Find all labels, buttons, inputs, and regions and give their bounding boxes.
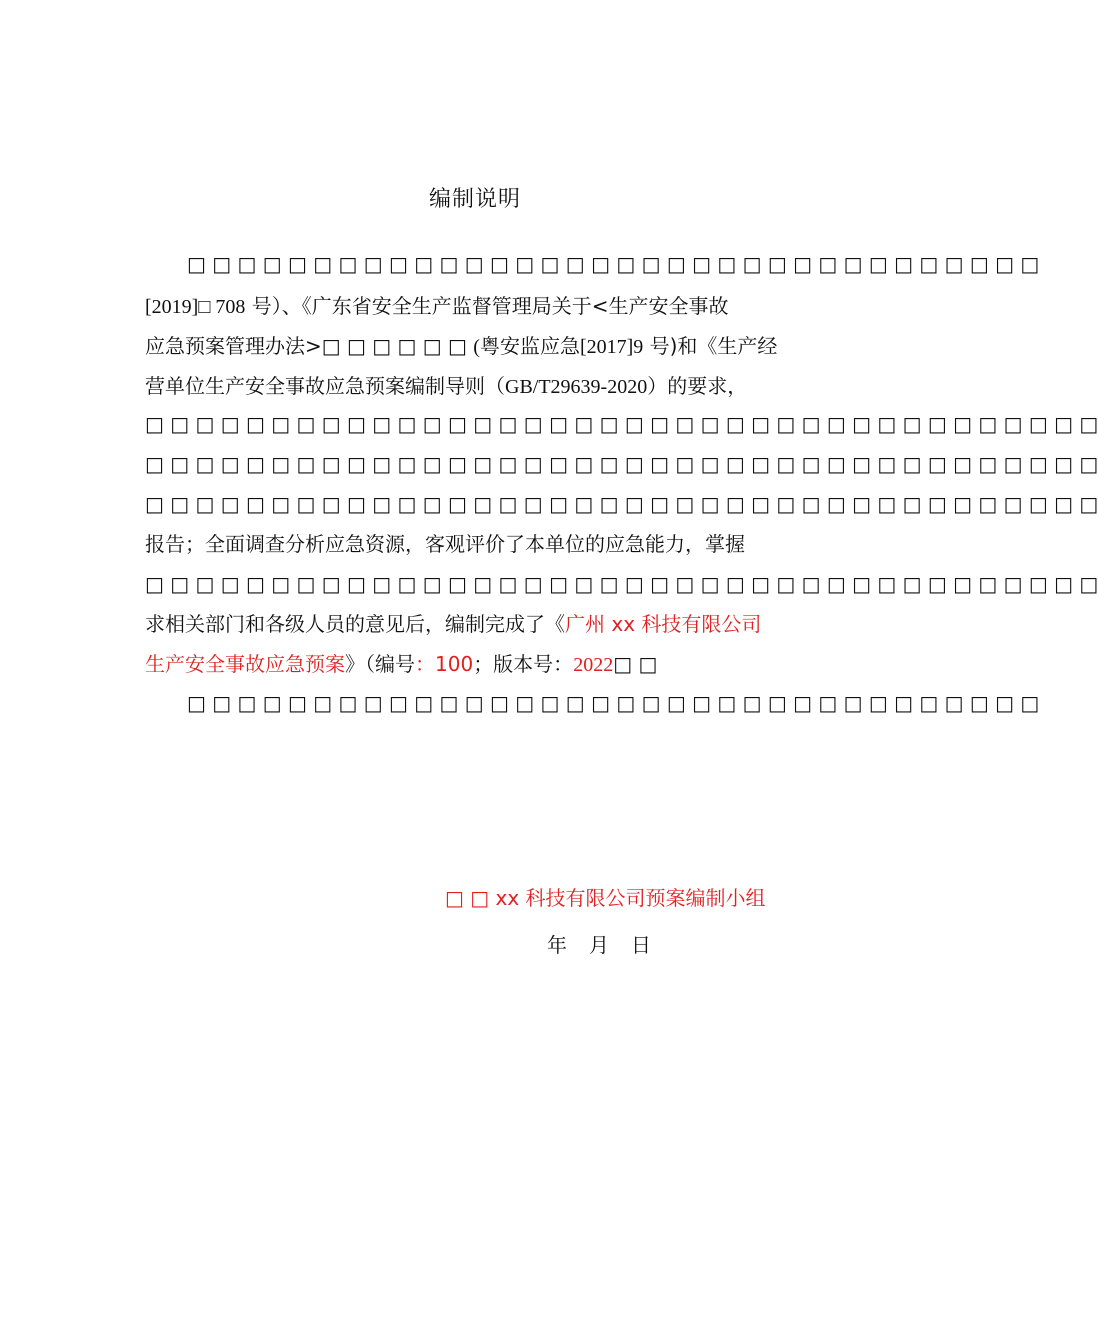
paragraph-line-2: [145, 293, 805, 320]
line-4-part-c: ）的要求，: [647, 374, 748, 398]
paragraph-line-8: 报告；全面调查分析应急资源，客观评价了本单位的应急能力，掌握: [145, 532, 745, 556]
paragraph-line-3: [145, 333, 805, 360]
plan-version: 2022: [573, 654, 614, 676]
line-3-part-a: 应急预案管理办法>□ □ □ □ □ □: [145, 334, 474, 358]
paragraph-line-7: □ □ □ □ □ □ □ □ □ □ □ □ □ □ □ □ □ □ □ □ □ □ □ □ □ □ □ □ □ □ □ □ □ □ □ □ □ □: [145, 492, 1098, 516]
paragraph-line-1: □ □ □ □ □ □ □ □ □ □ □ □ □ □ □ □ □ □ □ □ □ □ □ □ □ □ □ □ □ □ □ □ □ □: [187, 252, 1040, 276]
line-11-part-f: □ □: [613, 652, 658, 676]
page-title: 编制说明: [428, 187, 521, 212]
date-day: 日: [631, 933, 651, 957]
line-3-part-b: (粤安监应急[2017]9: [473, 336, 644, 358]
paragraph-line-4: [145, 373, 805, 400]
line-10-part-a: 求相关部门和各级人员的意见后，编制完成了《: [145, 612, 565, 636]
paragraph-line-11: [145, 651, 805, 678]
paragraph-line-12: □ □ □ □ □ □ □ □ □ □ □ □ □ □ □ □ □ □ □ □ □ □ □ □ □ □ □ □ □ □ □ □ □ □: [187, 691, 1040, 715]
line-11-part-b: 》（编号: [345, 652, 415, 676]
paragraph-line-5: □ □ □ □ □ □ □ □ □ □ □ □ □ □ □ □ □ □ □ □ □ □ □ □ □ □ □ □ □ □ □ □ □ □ □ □ □ □: [145, 412, 1098, 436]
date-month: 月: [589, 933, 609, 957]
line-11-part-d: ；版本号：: [473, 652, 574, 676]
line-3-part-c: 号)和《生产经: [643, 334, 778, 358]
paragraph-line-10: [145, 611, 805, 637]
plan-name: 生产安全事故应急预案: [145, 652, 345, 676]
line-4-part-a: 营单位生产安全事故应急预案编制导则（: [145, 374, 505, 398]
line-4-part-b: GB/T29639-2020: [505, 376, 648, 398]
plan-number: ：100: [415, 652, 474, 676]
line-2-part-b: 号）、《广东省安全生产监督管理局关于<生产安全事故: [245, 294, 729, 318]
line-2-part-a: [2019]□ 708: [145, 296, 246, 318]
company-name: 广州 xx 科技有限公司: [565, 612, 762, 636]
paragraph-line-9: □ □ □ □ □ □ □ □ □ □ □ □ □ □ □ □ □ □ □ □ □ □ □ □ □ □ □ □ □ □ □ □ □ □ □ □ □ □: [145, 572, 1098, 596]
date-year: 年: [547, 933, 567, 957]
paragraph-line-6: □ □ □ □ □ □ □ □ □ □ □ □ □ □ □ □ □ □ □ □ □ □ □ □ □ □ □ □ □ □ □ □ □ □ □ □ □ □: [145, 452, 1098, 476]
signature-date: [547, 929, 651, 958]
signature-org: □ □ xx 科技有限公司预案编制小组: [445, 886, 766, 910]
